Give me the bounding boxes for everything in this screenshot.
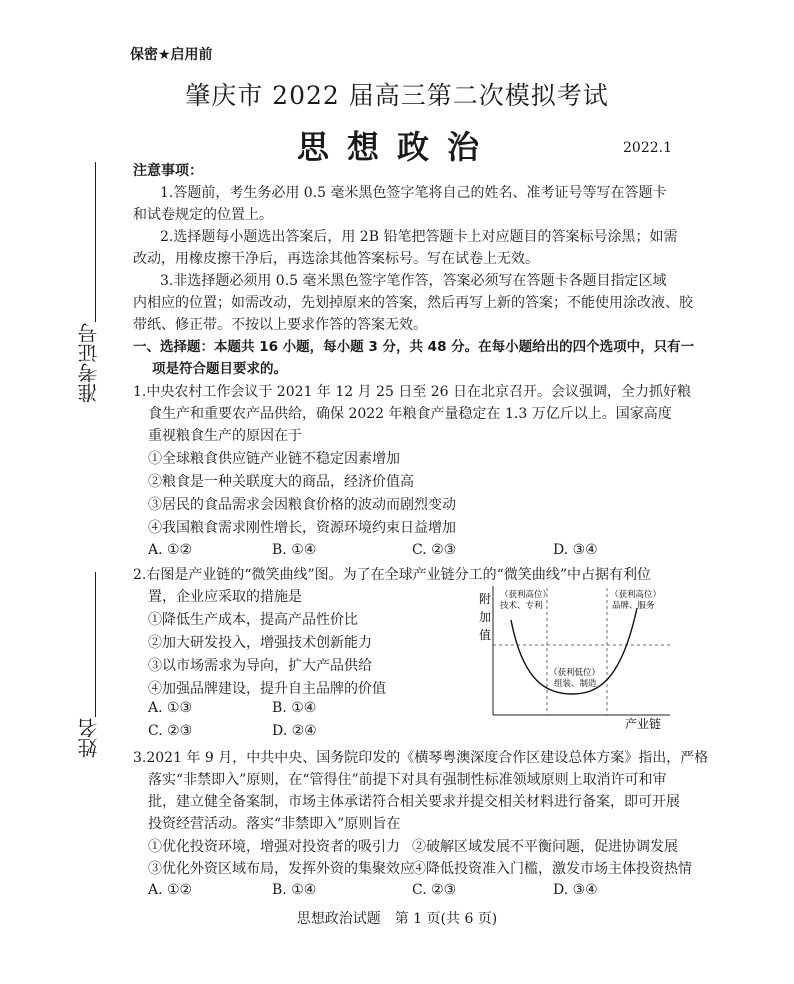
q2-option-c: C. ②③ (148, 723, 193, 739)
name-label: 姓名 (77, 718, 101, 758)
q2-item: ②加大研发投入，增强技术创新能力 (148, 635, 372, 651)
q2-item: ④加强品牌建设，提升自主品牌的价值 (148, 681, 386, 697)
notice-line: 1.答题前，考生务必用 0.5 毫米黑色签字笔将自己的姓名、准考证号等写在答题卡 (160, 185, 667, 201)
notice-heading: 注意事项： (133, 163, 203, 179)
section-heading: 一、选择题：本题共 16 小题，每小题 3 分，共 48 分。在每小题给出的四个选项中，只有一 (133, 339, 695, 355)
q3-stem: 落实“非禁即入”原则，在“管得住”前提下对具有强制性标准领域原则上取消许可和审 (148, 772, 667, 788)
bottom-box-label: （获利低位） (549, 668, 601, 678)
smile-curve-diagram (475, 582, 675, 732)
q1-option-b: B. ①④ (272, 542, 317, 558)
right-box-label: （获利高位） (610, 590, 662, 600)
notice-line: 带纸、修正带。不按以上要求作答的答案无效。 (133, 317, 427, 333)
q2-option-d: D. ②④ (272, 723, 317, 739)
q3-item: ④降低投资准入门槛，激发市场主体投资热情 (412, 861, 692, 877)
q3-option-c: C. ②③ (412, 882, 457, 898)
q1-option-c: C. ②③ (412, 542, 457, 558)
q1-item: ②粮食是一种关联度大的商品，经济价值高 (148, 474, 414, 490)
exam-number-line (95, 162, 96, 322)
notice-line: 2.选择题每小题选出答案后，用 2B 铅笔把答题卡上对应题目的答案标号涂黑；如需 (160, 229, 678, 245)
y-axis-label-char: 值 (479, 628, 492, 642)
q2-item: ①降低生产成本，提高产品性价比 (148, 612, 358, 628)
exam-number-label: 准考证号 (77, 323, 101, 403)
notice-line: 3.非选择题必须用 0.5 毫米黑色签字笔作答，答案必须写在答题卡各题目指定区域 (160, 273, 667, 289)
q3-item: ③优化外资区域布局，发挥外资的集聚效应 (148, 861, 414, 877)
q3-item: ②破解区域发展不平衡问题，促进协调发展 (412, 839, 678, 855)
q3-option-a: A. ①② (148, 882, 193, 898)
notice-line: 和试卷规定的位置上。 (133, 207, 273, 223)
q1-stem: 1.中央农村工作会议于 2021 年 12 月 25 日至 26 日在北京召开。会议强调，全力抓好粮 (133, 384, 692, 400)
q1-item: ④我国粮食需求刚性增长，资源环境约束日益增加 (148, 520, 456, 536)
q1-option-a: A. ①② (148, 542, 193, 558)
exam-title: 肇庆市 2022 届高三第二次模拟考试 (185, 81, 609, 110)
q2-item: ③以市场需求为导向，扩大产品供给 (148, 658, 372, 674)
subject-title: 思想政治 (296, 128, 497, 166)
name-line (95, 572, 96, 717)
confidential-label: 保密★启用前 (130, 47, 213, 63)
right-box-label: 品牌、服务 (612, 601, 655, 611)
page-footer: 思想政治试题 第 1 页(共 6 页) (296, 911, 498, 927)
q2-stem: 2.右图是产业链的“微笑曲线”图。为了在全球产业链分工的“微笑曲线”中占据有利位 (133, 567, 651, 583)
q1-item: ①全球粮食供应链产业链不稳定因素增加 (148, 451, 400, 467)
y-axis-label-char: 附 (479, 592, 492, 606)
q3-stem: 投资经营活动。落实“非禁即入”原则旨在 (148, 816, 401, 832)
q3-stem: 3.2021 年 9 月，中共中央、国务院印发的《横琴粤澳深度合作区建设总体方案》指出，严格 (133, 750, 709, 766)
q1-item: ③居民的食品需求会因粮食价格的波动而剧烈变动 (148, 497, 456, 513)
bottom-box-label: 组装、制造 (554, 679, 597, 689)
q3-stem: 批，建立健全备案制，市场主体承诺符合相关要求并提交相关材料进行备案，即可开展 (148, 794, 680, 810)
x-axis-label: 产业链 (625, 717, 662, 731)
q3-option-b: B. ①④ (272, 882, 317, 898)
q1-stem: 重视粮食生产的原因在于 (148, 428, 302, 444)
q2-stem: 置，企业应采取的措施是 (148, 589, 302, 605)
q2-option-a: A. ①③ (148, 700, 193, 716)
notice-line: 改动，用橡皮擦干净后，再选涂其他答案标号。写在试卷上无效。 (133, 251, 539, 267)
left-box-label: 技术、专利 (500, 601, 543, 611)
q2-option-b: B. ①④ (272, 700, 317, 716)
notice-line: 内相应的位置；如需改动，先划掉原来的答案，然后再写上新的答案；不能使用涂改液、胶 (133, 295, 693, 311)
section-heading-cont: 项是符合题目要求的。 (152, 361, 287, 377)
y-axis-label-char: 加 (479, 610, 492, 624)
exam-date: 2022.1 (623, 140, 672, 156)
q3-option-d: D. ③④ (553, 882, 598, 898)
left-box-label: （获利高位） (500, 590, 552, 600)
q1-stem: 食生产和重要农产品供给，确保 2022 年粮食产量稳定在 1.3 万亿斤以上。国家高度 (148, 406, 672, 422)
q3-item: ①优化投资环境，增强对投资者的吸引力 (148, 839, 400, 855)
q1-option-d: D. ③④ (553, 542, 598, 558)
